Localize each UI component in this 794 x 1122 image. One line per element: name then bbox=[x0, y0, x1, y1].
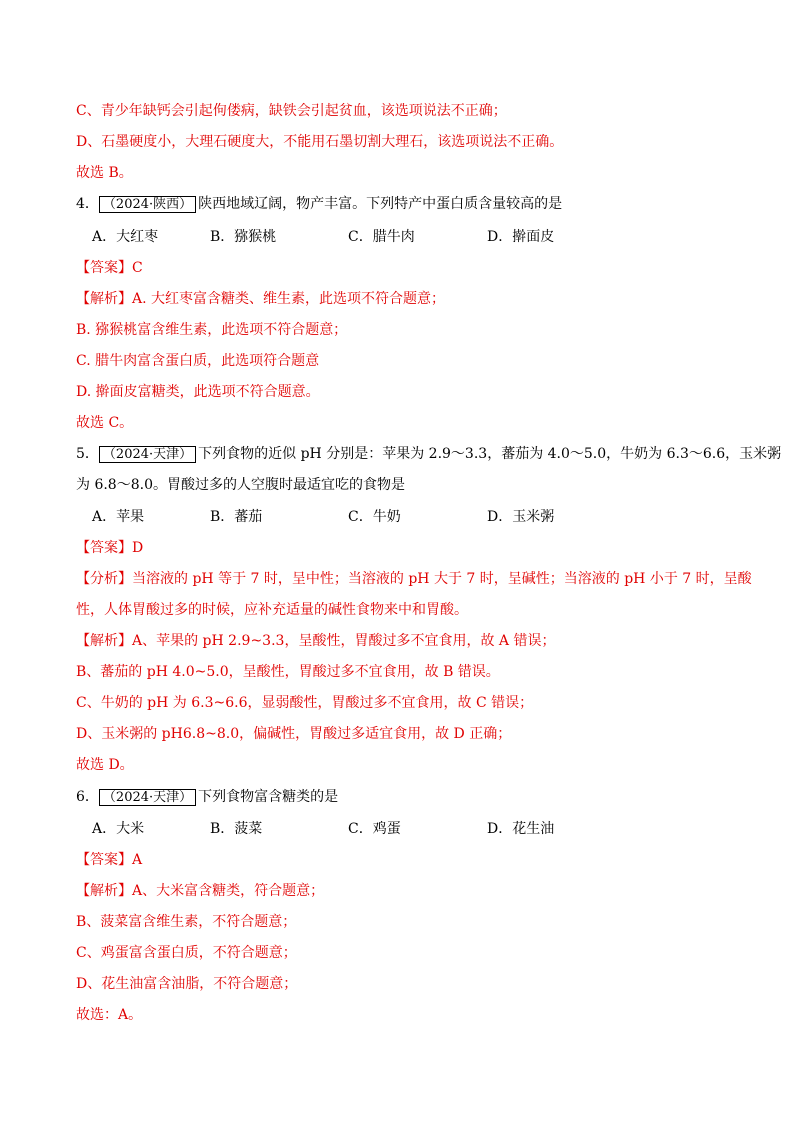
analysis-line: D. 擀面皮富糖类，此选项不符合题意。 bbox=[76, 384, 320, 400]
question-text: 陕西地域辽阔，物产丰富。下列特产中蛋白质含量较高的是 bbox=[198, 196, 563, 212]
answer-tag: 【答案】 bbox=[76, 540, 132, 556]
option-d: D．玉米粥 bbox=[487, 509, 555, 525]
fenxi-line: 【分析】当溶液的 pH 等于 7 时，呈中性；当溶液的 pH 大于 7 时，呈碱性；当溶液的 pH 小于 7 时，呈酸 bbox=[76, 571, 752, 587]
analysis-line: 【解析】A、苹果的 pH 2.9~3.3，呈酸性，胃酸过多不宜食用，故 A 错误； bbox=[76, 633, 556, 649]
option-b: B．菠菜 bbox=[210, 821, 263, 837]
question-text: 下列食物富含糖类的是 bbox=[198, 789, 339, 805]
option-b: B．蕃茄 bbox=[210, 509, 263, 525]
fenxi-line: 性，人体胃酸过多的时候，应补充适量的碱性食物来中和胃酸。 bbox=[76, 602, 468, 618]
analysis-line: C. 腊牛肉富含蛋白质，此选项符合题意 bbox=[76, 353, 320, 369]
question-5-stem-cont: 为 6.8～8.0。胃酸过多的人空腹时最适宜吃的食物是 bbox=[76, 477, 405, 493]
source-tag: （2024·陕西） bbox=[99, 196, 196, 213]
answer-line bbox=[76, 851, 726, 869]
analysis-line: 故选 C。 bbox=[76, 415, 134, 431]
question-6-stem bbox=[76, 788, 726, 806]
source-tag: （2024·天津） bbox=[99, 446, 196, 463]
option-c: C．牛奶 bbox=[348, 509, 401, 525]
fenxi-tag: 【分析】 bbox=[76, 571, 132, 587]
analysis-line: D、花生油富含油脂，不符合题意； bbox=[76, 976, 298, 992]
option-a: A．大红枣 bbox=[92, 229, 159, 245]
analysis-tag: 【解析】 bbox=[76, 883, 132, 899]
answer-line bbox=[76, 539, 726, 557]
option-d: D．擀面皮 bbox=[487, 229, 555, 245]
analysis-line: 【解析】A. 大红枣富含糖类、维生素，此选项不符合题意； bbox=[76, 291, 446, 307]
option-c: C．鸡蛋 bbox=[348, 821, 401, 837]
question-4-stem bbox=[76, 195, 726, 213]
analysis-line: B、菠菜富含维生素，不符合题意； bbox=[76, 914, 297, 930]
option-c: C．腊牛肉 bbox=[348, 229, 415, 245]
analysis-line: B、蕃茄的 pH 4.0~5.0，呈酸性，胃酸过多不宜食用，故 B 错误。 bbox=[76, 664, 500, 680]
analysis-line: D、玉米粥的 pH6.8~8.0，偏碱性，胃酸过多适宜食用，故 D 正确； bbox=[76, 726, 512, 742]
answer-tag: 【答案】 bbox=[76, 852, 132, 868]
analysis-tag: 【解析】 bbox=[76, 291, 132, 307]
question-number: 5． bbox=[76, 446, 99, 462]
answer-value: A bbox=[132, 852, 143, 868]
analysis-line: 故选 B。 bbox=[76, 165, 133, 181]
source-tag: （2024·天津） bbox=[99, 789, 196, 806]
analysis-line: 【解析】A、大米富含糖类，符合题意； bbox=[76, 883, 325, 899]
analysis-tag: 【解析】 bbox=[76, 633, 132, 649]
answer-value: D bbox=[132, 540, 144, 556]
analysis-line: B. 猕猴桃富含维生素，此选项不符合题意； bbox=[76, 322, 348, 338]
analysis-line: 故选：A。 bbox=[76, 1007, 143, 1023]
analysis-line: C、鸡蛋富含蛋白质，不符合题意； bbox=[76, 945, 297, 961]
option-d: D．花生油 bbox=[487, 821, 555, 837]
question-5-stem bbox=[76, 445, 782, 463]
answer-value: C bbox=[132, 260, 143, 276]
analysis-line: C、牛奶的 pH 为 6.3~6.6，显弱酸性，胃酸过多不宜食用，故 C 错误； bbox=[76, 695, 534, 711]
analysis-line: D、石墨硬度小，大理石硬度大，不能用石墨切割大理石，该选项说法不正确。 bbox=[76, 134, 564, 150]
option-a: A．苹果 bbox=[92, 509, 145, 525]
analysis-line: C、青少年缺钙会引起佝偻病，缺铁会引起贫血，该选项说法不正确； bbox=[76, 103, 507, 119]
analysis-line: 故选 D。 bbox=[76, 757, 134, 773]
answer-line bbox=[76, 259, 726, 277]
option-a: A．大米 bbox=[92, 821, 145, 837]
question-number: 6． bbox=[76, 789, 99, 805]
question-number: 4． bbox=[76, 196, 99, 212]
option-b: B．猕猴桃 bbox=[210, 229, 277, 245]
answer-tag: 【答案】 bbox=[76, 260, 132, 276]
question-text: 下列食物的近似 pH 分别是：苹果为 2.9～3.3，蕃茄为 4.0～5.0，牛奶为 6.3～6.6，玉米粥 bbox=[198, 446, 782, 462]
